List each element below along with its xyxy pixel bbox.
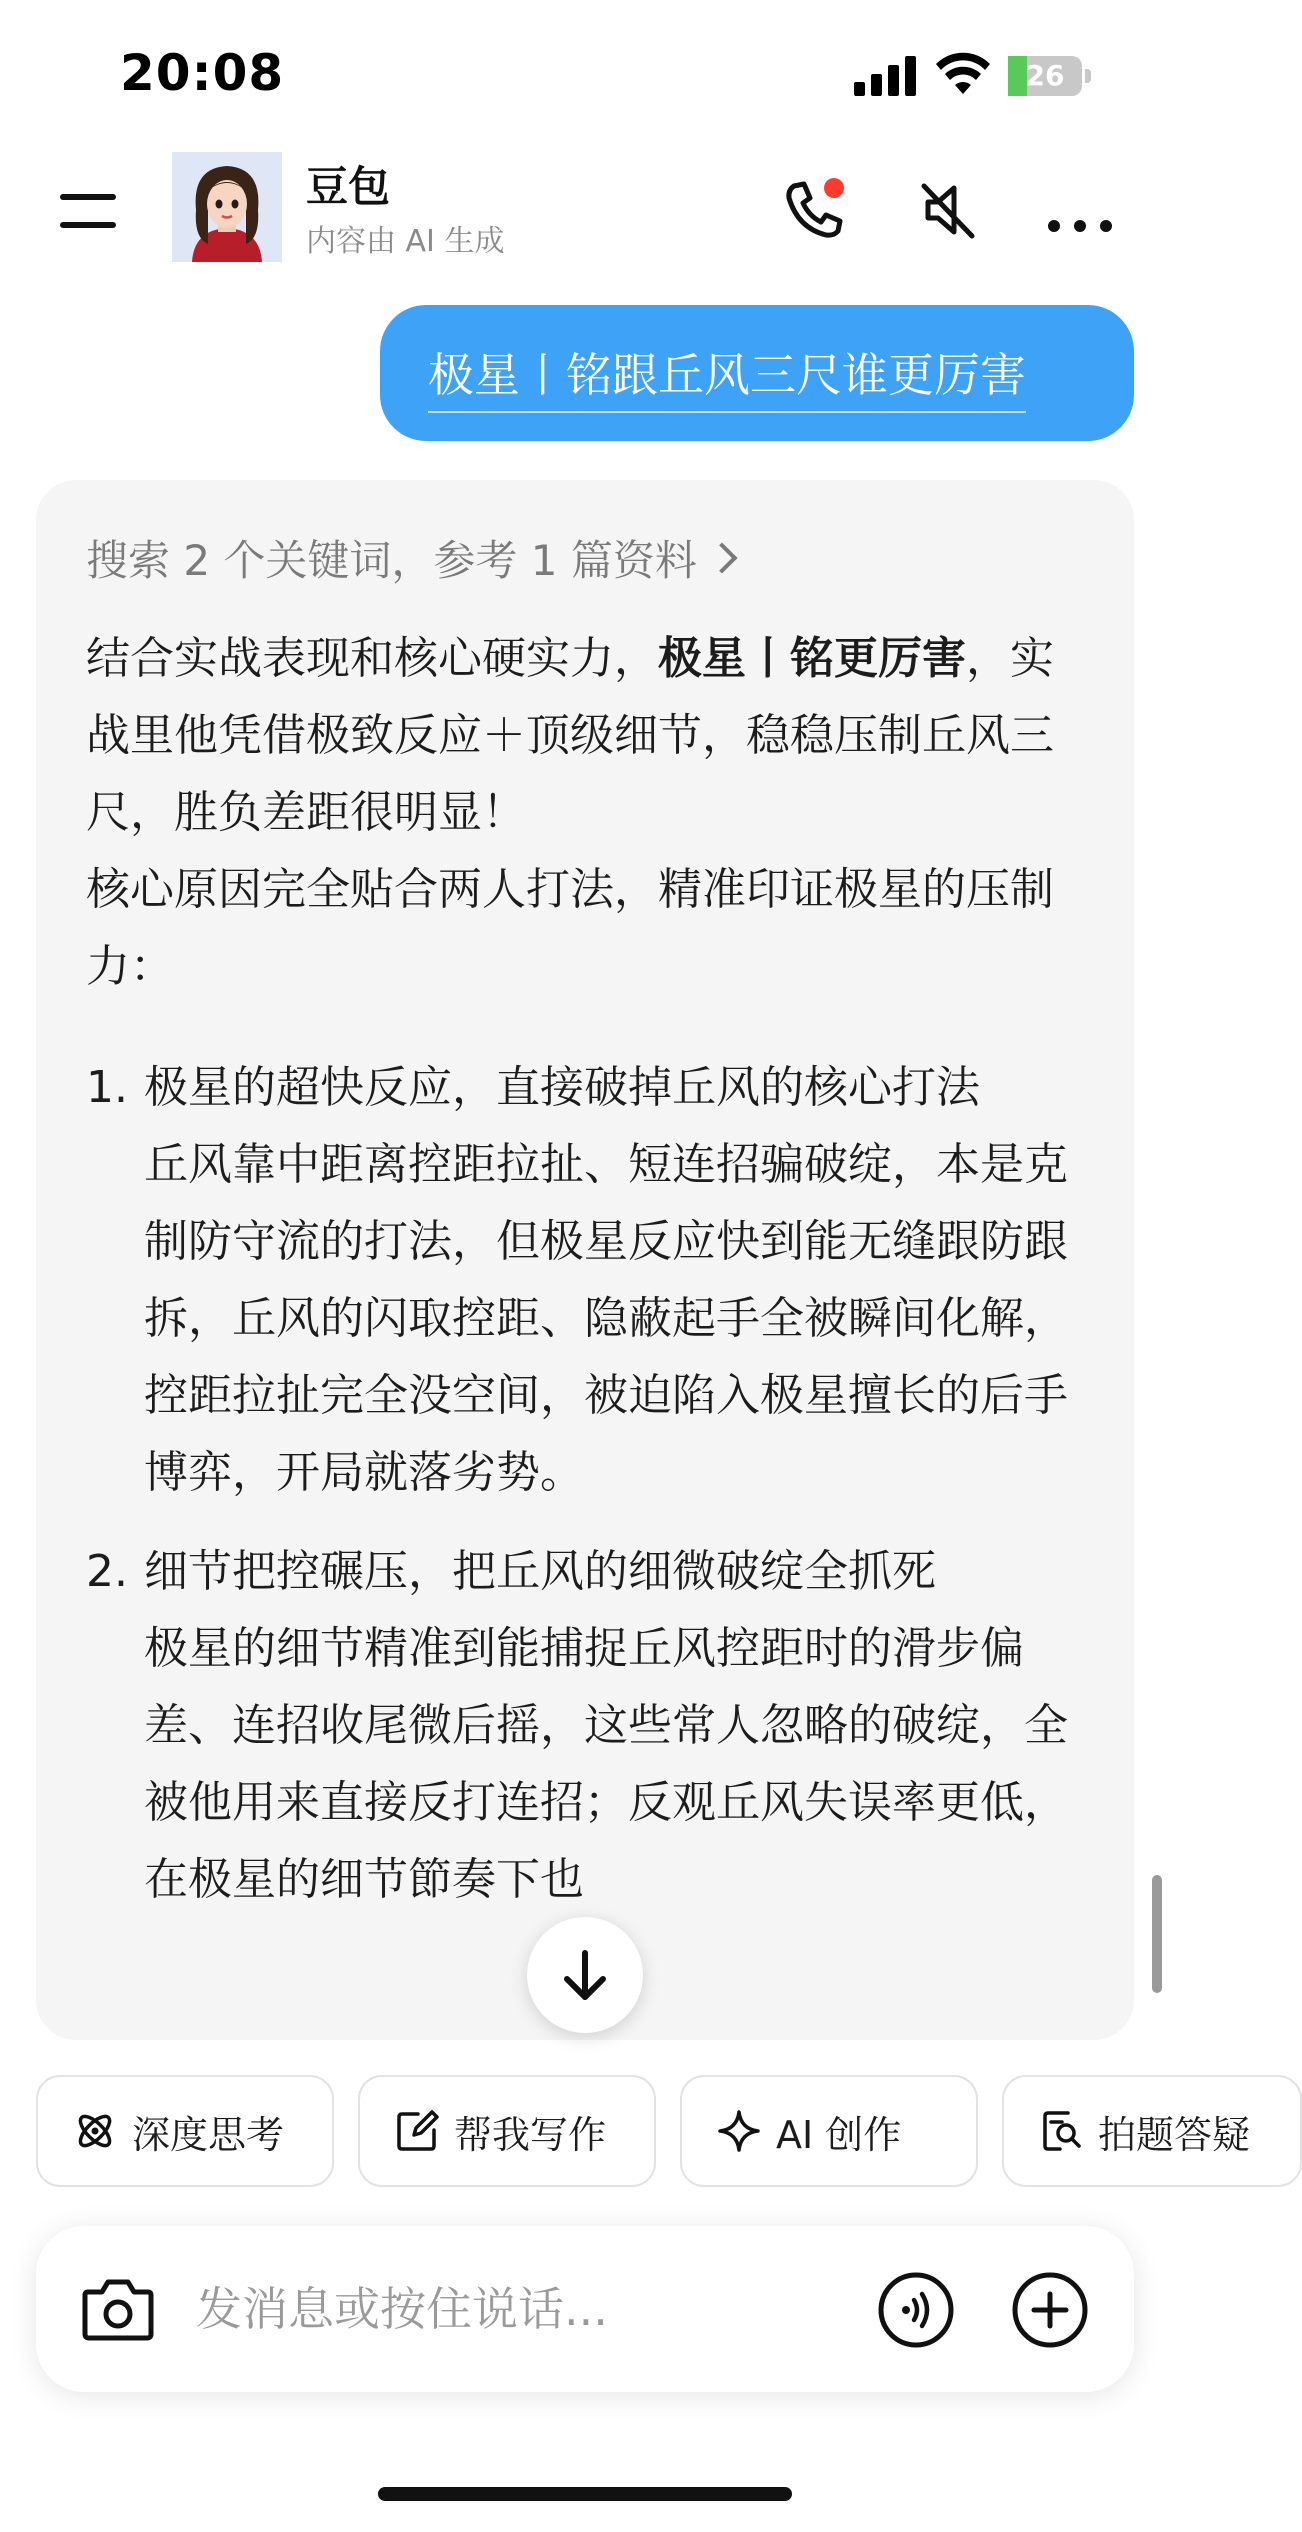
photo-search-icon [1038,2108,1084,2154]
phone-icon [774,170,854,250]
menu-button[interactable] [56,180,120,240]
list-item-title: 细节把控碾压，把丘风的细微破绽全抓死 [144,1546,936,1597]
more-actions-button[interactable] [1010,2270,1090,2350]
message-input[interactable] [196,2276,856,2342]
menu-icon-line [60,194,116,200]
assistant-message-body [86,620,1096,1940]
camera-icon [80,2274,156,2344]
quick-action-bar [36,2075,1302,2187]
chip-label: AI 创作 [776,2112,902,2157]
list-item-description: 极星的细节精准到能捕捉丘风控距时的滑步偏差、连招收尾微后摇，这些常人忽略的破绽，全被他用来直接反打连招；反观丘风失误率更低，在极星的细节節奏下也 [144,1623,1068,1905]
mute-speaker-button[interactable] [908,170,988,250]
search-references-link[interactable] [86,528,733,588]
list-item [86,1049,1096,1511]
bot-avatar[interactable] [172,152,282,262]
chevron-right-icon [706,542,737,573]
message-input-bar [36,2226,1134,2392]
battery-level-text: 26 [1025,59,1065,92]
voice-icon [876,2270,956,2350]
more-options-button[interactable] [1040,170,1120,250]
chat-header [0,150,1170,270]
voice-input-button[interactable] [876,2270,956,2350]
status-bar [0,0,1170,150]
status-time: 20:08 [120,44,285,102]
ai-generated-notice: 内容由 AI 生成 [306,224,505,259]
battery-body [1008,56,1082,96]
intro-paragraph-2: 核心原因完全贴合两人打法，精准印证极星的压制力： [86,864,1054,992]
speaker-muted-icon [908,170,988,250]
menu-icon-line [60,222,116,228]
scrollbar-thumb[interactable] [1152,1875,1162,1993]
wifi-icon [935,52,991,96]
intro-text-1: 结合实战表现和核心硬实力， [86,633,658,684]
list-item-number: 2. [86,1546,128,1597]
battery-cap [1085,69,1091,83]
arrow-down-icon [527,1917,643,2033]
list-item-description: 丘风靠中距离控距拉扯、短连招骗破绽，本是克制防守流的打法，但极星反应快到能无缝跟防跟拆，丘风的闪取控距、隐蔽起手全被瞬间化解，控距拉扯完全没空间，被迫陷入极星擅长的后手博弈，开局就落劣势。 [144,1139,1068,1498]
plus-icon [1010,2270,1090,2350]
camera-button[interactable] [80,2274,156,2344]
edit-icon [394,2108,440,2154]
scroll-to-bottom-button[interactable] [527,1917,643,2033]
cellular-signal-icon [854,56,918,96]
search-references-text: 搜索 2 个关键词，参考 1 篇资料 [86,536,697,585]
assistant-message-card [36,480,1134,2040]
user-message-text: 极星丨铭跟丘风三尺谁更厉害 [428,339,1026,413]
battery-indicator [1008,56,1088,96]
list-item [86,1533,1096,1918]
voice-call-button[interactable] [774,170,854,250]
home-indicator[interactable] [378,2487,792,2501]
avatar-illustration-icon [172,152,282,262]
chip-label: 帮我写作 [454,2112,607,2157]
reason-list [86,1049,1096,1918]
call-badge [824,178,844,198]
chip-label: 深度思考 [132,2112,285,2157]
atom-icon [72,2108,118,2154]
list-item-title: 极星的超快反应，直接破掉丘风的核心打法 [144,1062,980,1113]
bot-name: 豆包 [306,162,391,211]
chip-label: 拍题答疑 [1098,2112,1251,2157]
ai-create-chip[interactable] [680,2075,978,2187]
more-icon [1040,170,1120,250]
intro-text-2: ，实战里他凭借极致反应＋顶级细节，稳稳压制丘风三尺，胜负差距很明显！ [86,633,1054,838]
sparkle-icon [716,2108,762,2154]
intro-bold-verdict: 极星丨铭更厉害 [658,633,966,684]
photo-question-chip[interactable] [1002,2075,1302,2187]
deep-thinking-chip[interactable] [36,2075,334,2187]
list-item-number: 1. [86,1062,128,1113]
intro-paragraph [86,620,1096,851]
writing-assist-chip[interactable] [358,2075,656,2187]
user-message-bubble[interactable] [380,305,1134,441]
